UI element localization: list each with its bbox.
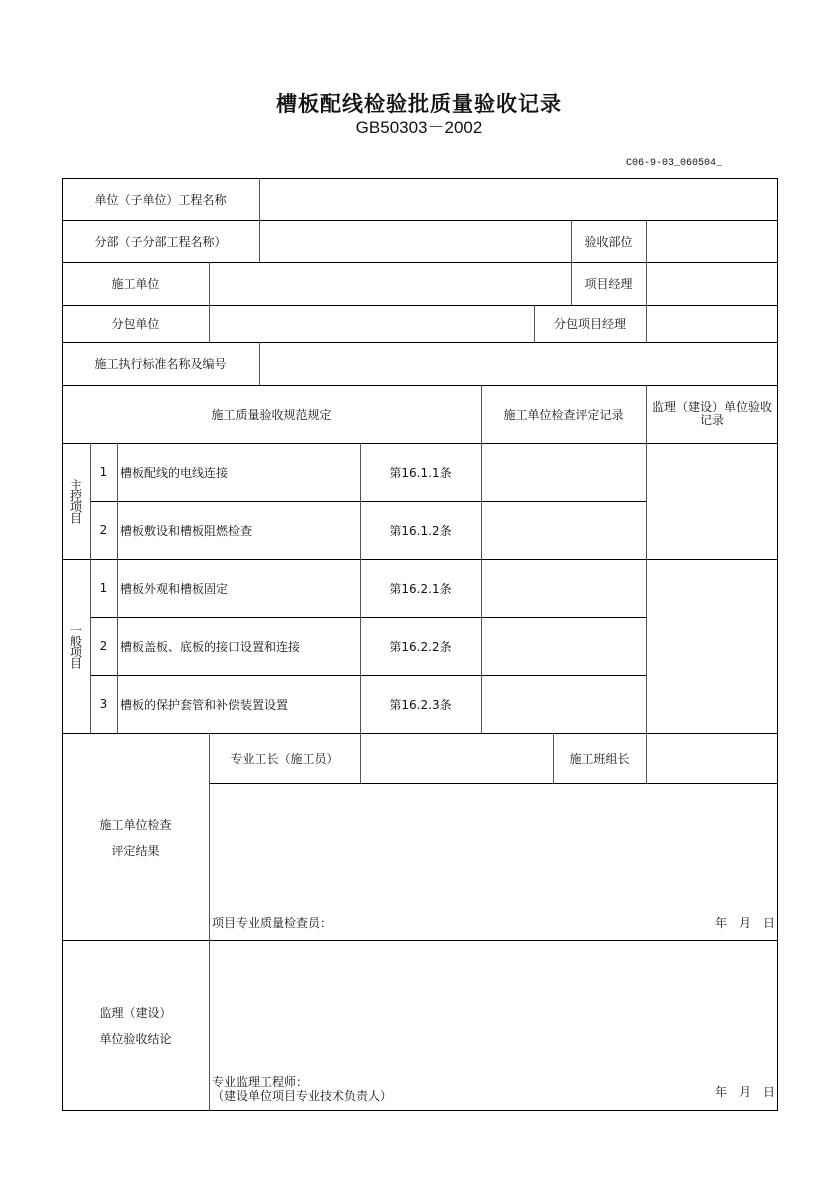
date-label: 年 月 日: [714, 915, 775, 930]
construction-result-label: 评定结果: [111, 843, 160, 858]
supervisor-label: 专业监理工程师：: [212, 1074, 309, 1089]
general-item-text: 槽板外观和槽板固定: [120, 581, 229, 596]
subcontract-unit-label: 分包单位: [111, 317, 160, 331]
general-item-no: 3: [99, 697, 108, 711]
foreman-field[interactable]: [361, 734, 553, 783]
main-item-text: 槽板敷设和槽板阻燃检查: [120, 523, 253, 538]
general-item-no: 2: [99, 639, 108, 653]
general-item-check-field[interactable]: [482, 676, 646, 733]
main-supervision-field[interactable]: [647, 444, 777, 559]
team-leader-label: 施工班组长: [569, 751, 630, 766]
general-supervision-field[interactable]: [647, 560, 777, 733]
general-item-clause: 第16.2.2条: [389, 639, 452, 654]
standard-code: GB50303－2002: [355, 118, 483, 137]
main-item-no: 1: [99, 465, 108, 479]
construction-result-label: 施工单位检查: [99, 817, 172, 832]
subcontract-unit-field[interactable]: [210, 306, 534, 342]
page-title: 槽板配线检验批质量验收记录: [276, 92, 562, 116]
unit-project-label: 单位（子单位）工程名称: [94, 192, 227, 207]
general-item-clause: 第16.2.3条: [389, 697, 452, 712]
quality-inspector-label: 项目专业质量检查员：: [212, 915, 333, 930]
main-item-clause: 第16.1.2条: [389, 523, 452, 538]
supervision-header: 监理（建设）单位验收记录: [651, 400, 772, 427]
date-label: 年 月 日: [714, 1084, 775, 1099]
main-item-text: 槽板配线的电线连接: [120, 465, 229, 480]
construction-unit-label: 施工单位: [111, 277, 160, 291]
general-item-text: 槽板的保护套管和补偿装置设置: [120, 697, 289, 712]
main-item-no: 2: [99, 523, 108, 537]
project-manager-field[interactable]: [647, 263, 777, 305]
construction-check-header: 施工单位检查评定记录: [503, 407, 624, 422]
subcontract-manager-field[interactable]: [647, 306, 777, 342]
supervisor-alt-label: （建设单位项目专业技术负责人）: [212, 1088, 393, 1103]
acceptance-part-field[interactable]: [647, 221, 777, 262]
standard-name-label: 施工执行标准名称及编号: [94, 357, 227, 371]
form-code: C06-9-03_060504_: [626, 158, 723, 169]
general-item-no: 1: [99, 581, 108, 595]
main-items-group-label: 主控项目: [68, 479, 83, 523]
general-item-check-field[interactable]: [482, 560, 646, 617]
general-item-text: 槽板盖板、底板的接口设置和连接: [120, 639, 301, 654]
subcontract-manager-label: 分包项目经理: [553, 317, 626, 331]
construction-result-field[interactable]: [210, 784, 777, 904]
unit-project-field[interactable]: [260, 179, 777, 220]
supervision-result-label: 监理（建设）: [99, 1005, 172, 1020]
main-item-check-field[interactable]: [482, 444, 646, 501]
division-field[interactable]: [260, 221, 571, 262]
general-item-clause: 第16.2.1条: [389, 581, 452, 596]
project-manager-label: 项目经理: [584, 277, 633, 291]
construction-unit-field[interactable]: [210, 263, 571, 305]
division-label: 分部（子分部工程名称）: [94, 234, 227, 249]
spec-header: 施工质量验收规范规定: [211, 407, 332, 422]
main-item-clause: 第16.1.1条: [389, 465, 452, 480]
acceptance-part-label: 验收部位: [584, 234, 633, 249]
supervision-result-field[interactable]: [210, 941, 777, 1071]
team-leader-field[interactable]: [647, 734, 777, 783]
supervision-result-label: 单位验收结论: [99, 1031, 172, 1046]
standard-name-field[interactable]: [260, 343, 777, 385]
foreman-label: 专业工长（施工员）: [230, 751, 339, 766]
general-items-group-label: 一般项目: [68, 624, 83, 668]
general-item-check-field[interactable]: [482, 618, 646, 675]
main-item-check-field[interactable]: [482, 502, 646, 559]
